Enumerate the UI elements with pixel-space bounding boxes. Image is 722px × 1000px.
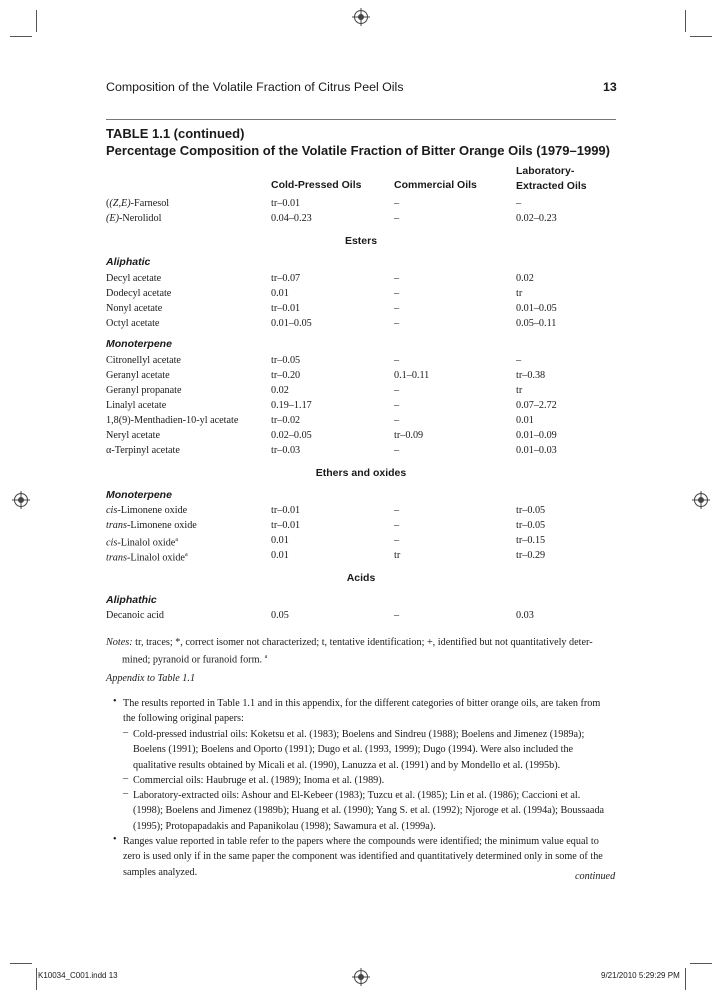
cell-lab: 0.07–2.72 xyxy=(516,400,557,411)
cell-commercial: – xyxy=(394,445,400,456)
appendix-line: the following original papers: xyxy=(123,713,244,725)
compound-name: Decyl acetate xyxy=(106,273,162,284)
appendix-bullet xyxy=(123,696,623,727)
cell-lab: tr–0.05 xyxy=(516,505,546,516)
cell-commercial: 0.1–0.11 xyxy=(394,370,430,381)
crop-mark xyxy=(690,963,712,964)
compound-name: Neryl acetate xyxy=(106,430,161,441)
cell-cold: tr–0.01 xyxy=(271,520,301,531)
cell-cold: 0.04–0.23 xyxy=(271,213,312,224)
dash-icon: – xyxy=(123,788,129,799)
table-row xyxy=(106,443,616,458)
compound-name: α-Terpinyl acetate xyxy=(106,445,180,456)
cell-cold: 0.19–1.17 xyxy=(271,400,312,411)
cell-lab: tr xyxy=(516,385,523,396)
compound-prefix: (E) xyxy=(106,213,120,224)
table-notes xyxy=(106,635,618,668)
footnote-marker: a xyxy=(175,537,178,543)
cell-lab: 0.01–0.03 xyxy=(516,445,557,456)
section-heading-ethers: Ethers and oxides xyxy=(315,467,407,479)
footer-file: K10034_C001.indd 13 xyxy=(38,971,118,980)
table-label: TABLE 1.1 (continued) xyxy=(106,126,245,141)
cell-lab: 0.05–0.11 xyxy=(516,318,557,329)
appendix-line: Laboratory-extracted oils: Ashour and El-Kebeer (1983); Tuzcu et al. (1985); Lin et al. (1986); Caccioni et al. xyxy=(133,790,581,801)
compound-prefix: cis xyxy=(106,505,118,516)
compound-base: -Limonene oxide xyxy=(126,520,197,531)
table-row xyxy=(106,196,616,211)
appendix-subitem xyxy=(133,788,623,834)
compound-name: Geranyl acetate xyxy=(106,370,170,381)
cell-commercial: – xyxy=(394,213,400,224)
cell-cold: tr–0.07 xyxy=(271,273,301,284)
cell-lab: 0.03 xyxy=(516,610,534,621)
cell-commercial: – xyxy=(394,318,400,329)
cell-commercial: – xyxy=(394,535,400,546)
section-heading-esters: Esters xyxy=(344,235,378,247)
cell-lab: – xyxy=(516,198,522,209)
table-row xyxy=(106,413,616,428)
cell-commercial: – xyxy=(394,520,400,531)
cell-cold: 0.02–0.05 xyxy=(271,430,312,441)
compound-name: Decanoic acid xyxy=(106,610,164,621)
compound-base: -Farnesol xyxy=(130,198,170,209)
table-row xyxy=(106,518,616,533)
appendix-line: Boelens (1991); Boelens and Oporto (1991); Dugo et al. (1993, 1999); Dugo (1994). Were also included the xyxy=(133,744,574,756)
table-row xyxy=(106,383,616,398)
cell-cold: tr–0.01 xyxy=(271,198,301,209)
running-title: Composition of the Volatile Fraction of Citrus Peel Oils xyxy=(106,80,404,94)
compound-base: -Linalol oxide xyxy=(126,552,185,564)
compound-name: Dodecyl acetate xyxy=(106,288,172,299)
cell-commercial: – xyxy=(394,355,400,366)
table-row xyxy=(106,608,616,623)
compound-prefix: cis xyxy=(106,537,118,549)
subsection-monoterpene: Monoterpene xyxy=(106,338,172,350)
cell-cold: tr–0.01 xyxy=(271,505,301,516)
section-heading-acids: Acids xyxy=(346,572,376,584)
appendix-bullet xyxy=(123,834,623,880)
table-row xyxy=(106,353,616,368)
compound-name: 1,8(9)-Menthadien-10-yl acetate xyxy=(106,415,239,426)
compound-prefix: (Z,E) xyxy=(109,198,131,209)
table-row xyxy=(106,211,616,226)
cell-commercial: – xyxy=(394,610,400,621)
subsection-aliphatic: Aliphatic xyxy=(106,256,151,268)
compound-name xyxy=(106,518,197,533)
compound-name: Linalyl acetate xyxy=(106,400,167,411)
appendix-title: Appendix to Table 1.1 xyxy=(106,673,196,684)
table-title: Percentage Composition of the Volatile Fraction of Bitter Orange Oils (1979–1999) xyxy=(106,143,610,158)
cell-commercial: tr xyxy=(394,550,401,561)
cell-cold: 0.01 xyxy=(271,535,289,546)
registration-mark-icon xyxy=(354,10,368,24)
registration-mark-icon xyxy=(694,493,708,507)
notes-line-1 xyxy=(106,635,618,650)
cell-commercial: – xyxy=(394,198,400,209)
crop-mark xyxy=(36,968,37,990)
table-row xyxy=(106,286,616,301)
appendix-subitem xyxy=(133,773,623,788)
footnote-marker: a xyxy=(184,552,188,558)
page-number: 13 xyxy=(603,80,617,94)
cell-cold: tr–0.01 xyxy=(271,303,301,314)
bullet-icon: • xyxy=(113,696,117,707)
compound-name: Nonyl acetate xyxy=(106,303,163,314)
cell-lab: 0.02 xyxy=(516,273,534,284)
registration-mark-icon xyxy=(354,970,368,984)
crop-mark xyxy=(10,963,32,964)
compound-name: Octyl acetate xyxy=(106,318,160,329)
registration-mark-icon xyxy=(14,493,28,507)
compound-name: Citronellyl acetate xyxy=(106,355,181,366)
cell-commercial: – xyxy=(394,400,400,411)
footer-timestamp: 9/21/2010 5:29:29 PM xyxy=(601,971,680,980)
bullet-icon: • xyxy=(113,834,117,845)
subsection-monoterpene: Monoterpene xyxy=(106,489,172,501)
column-header-lab-line2: Extracted Oils xyxy=(516,180,587,192)
appendix-line: (1998); Boelens and Jimenez (1989b); Huang et al. (1990); Yang S. et al. (1992); Njoroge et al. (1994a); Boussaada xyxy=(133,805,605,817)
cell-lab: 0.01–0.05 xyxy=(516,303,557,314)
cell-lab: tr xyxy=(516,288,523,299)
cell-lab: 0.01–0.09 xyxy=(516,430,557,441)
cell-cold: 0.01 xyxy=(271,550,289,561)
table-row xyxy=(106,533,616,548)
cell-commercial: tr–0.09 xyxy=(394,430,424,441)
dash-icon: – xyxy=(123,773,129,784)
cell-cold: tr–0.05 xyxy=(271,355,301,366)
cell-cold: 0.02 xyxy=(271,385,289,396)
table-row xyxy=(106,301,616,316)
appendix-subitem xyxy=(133,727,623,773)
appendix-line: Commercial oils: Haubruge et al. (1989); Inoma et al. (1989). xyxy=(133,775,385,786)
cell-cold: 0.05 xyxy=(271,610,289,621)
cell-commercial: – xyxy=(394,505,400,516)
table-row xyxy=(106,548,616,563)
table-row xyxy=(106,398,616,413)
crop-mark xyxy=(690,36,712,37)
table-row xyxy=(106,368,616,383)
table-row xyxy=(106,271,616,286)
table-row xyxy=(106,428,616,443)
header-rule xyxy=(106,119,616,120)
appendix-line: qualitative results obtained by Micali et al. (1990), Lanuzza et al. (1991) and by Mondello et al. (1995b). xyxy=(133,759,561,771)
subsection-aliphatic: Aliphathic xyxy=(106,594,157,606)
compound-base: -Limonene oxide xyxy=(117,505,188,516)
notes-text: tr, traces; *, correct isomer not characterized; t, tentative identification; +, identified but not quantitatively deter- xyxy=(135,637,593,648)
compound-base: -Linalol oxide xyxy=(117,537,176,549)
cell-commercial: – xyxy=(394,303,400,314)
notes-label: Notes: xyxy=(106,637,133,648)
appendix-line: zero is used only if in the same paper the component was identified and quantitatively determined only in some of the xyxy=(123,851,603,863)
compound-name xyxy=(106,548,188,565)
cell-lab: tr–0.15 xyxy=(516,535,546,546)
notes-text: mined; pyranoid or furanoid form. xyxy=(122,654,263,666)
cell-lab: 0.02–0.23 xyxy=(516,213,557,224)
column-header-lab xyxy=(516,164,587,194)
cell-cold: tr–0.20 xyxy=(271,370,301,381)
cell-lab: 0.01 xyxy=(516,415,534,426)
cell-commercial: – xyxy=(394,415,400,426)
appendix-line: Ranges value reported in table refer to the papers where the compounds were identified; the minimum value equal to xyxy=(123,836,599,847)
compound-prefix: trans xyxy=(106,520,127,531)
footnote-marker: a xyxy=(264,654,268,661)
crop-mark xyxy=(685,968,686,990)
table-row xyxy=(106,503,616,518)
compound-prefix: trans xyxy=(106,552,127,564)
compound-name: ((Z,E)-Farnesol xyxy=(106,198,170,209)
dash-icon: – xyxy=(123,727,129,738)
column-header-commercial: Commercial Oils xyxy=(394,179,477,191)
compound-name xyxy=(106,211,161,226)
crop-mark xyxy=(685,10,686,32)
table-row xyxy=(106,316,616,331)
notes-line-2 xyxy=(106,650,618,668)
cell-commercial: – xyxy=(394,288,400,299)
appendix-line: (1995); Protopapadakis and Papanikolau (1998); Sawamura et al. (1999a). xyxy=(133,820,436,832)
cell-cold: tr–0.02 xyxy=(271,415,301,426)
cell-commercial: – xyxy=(394,273,400,284)
column-header-lab-line1: Laboratory- xyxy=(516,165,575,177)
appendix-line: The results reported in Table 1.1 and in this appendix, for the different categories of bitter orange oils, are taken from xyxy=(123,698,601,709)
crop-mark xyxy=(36,10,37,32)
compound-name xyxy=(106,503,187,518)
cell-lab: – xyxy=(516,355,522,366)
cell-lab: tr–0.05 xyxy=(516,520,546,531)
column-header-cold: Cold-Pressed Oils xyxy=(271,179,362,191)
appendix-line: samples analyzed. xyxy=(123,866,198,878)
cell-lab: tr–0.38 xyxy=(516,370,546,381)
compound-base: -Nerolidol xyxy=(119,213,162,224)
cell-cold: 0.01 xyxy=(271,288,289,299)
crop-mark xyxy=(10,36,32,37)
continued-label: continued xyxy=(575,871,616,882)
cell-cold: 0.01–0.05 xyxy=(271,318,312,329)
cell-cold: tr–0.03 xyxy=(271,445,301,456)
compound-name: Geranyl propanate xyxy=(106,385,182,396)
cell-lab: tr–0.29 xyxy=(516,550,546,561)
appendix-line: Cold-pressed industrial oils: Koketsu et al. (1983); Boelens and Sindreu (1988); Boelens and Jimenez (1989a); xyxy=(133,729,585,740)
cell-commercial: – xyxy=(394,385,400,396)
